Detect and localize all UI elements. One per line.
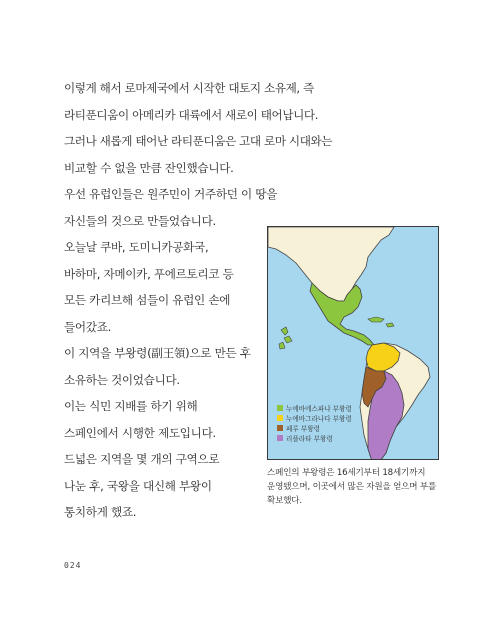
philippines-islands bbox=[279, 327, 292, 349]
caption-line: 스페인의 부왕령은 16세기부터 18세기까지 bbox=[267, 468, 426, 478]
body-line: 소유하는 것이었습니다. bbox=[64, 372, 180, 387]
body-line: 통치하게 했죠. bbox=[64, 505, 137, 519]
legend-swatch-yellow bbox=[277, 415, 283, 421]
body-line: 드넓은 지역을 몇 개의 구역으로 bbox=[64, 452, 220, 466]
legend-label: 리플라타 부왕령 bbox=[286, 435, 333, 443]
caribbean-islands bbox=[368, 317, 394, 327]
page-number: 024 bbox=[64, 561, 82, 570]
north-america-land bbox=[268, 227, 394, 301]
body-line: 이는 식민 지배를 하기 위해 bbox=[64, 399, 198, 413]
body-line: 이 지역을 부왕령(副王領)으로 만든 후 bbox=[64, 346, 251, 360]
legend-swatch-green bbox=[277, 405, 283, 411]
legend-label: 페루 부왕령 bbox=[286, 425, 320, 433]
map-caption bbox=[267, 466, 447, 508]
legend-item bbox=[277, 403, 352, 413]
legend-item bbox=[277, 433, 352, 443]
body-line: 오늘날 쿠바, 도미니카공화국, bbox=[64, 240, 209, 254]
body-line: 나눈 후, 국왕을 대신해 부왕이 bbox=[64, 478, 212, 493]
viceroyalty-map bbox=[267, 226, 439, 460]
body-line: 모든 카리브해 섬들이 유럽인 손에 bbox=[64, 293, 231, 307]
legend-item bbox=[277, 423, 352, 433]
body-line: 바하마, 자메이카, 푸에르토리코 등 bbox=[64, 266, 234, 281]
body-line: 자신들의 것으로 만들었습니다. bbox=[64, 213, 216, 228]
caption-line: 확보했다. bbox=[267, 496, 302, 506]
legend-label: 누에바그라나다 부왕령 bbox=[286, 415, 352, 423]
body-line: 이렇게 해서 로마제국에서 시작한 대토지 소유제, 즉 bbox=[64, 81, 314, 95]
body-line: 라티푼디움이 아메리카 대륙에서 새로이 태어납니다. bbox=[64, 107, 319, 122]
body-line: 우선 유럽인들은 원주민이 거주하던 이 땅을 bbox=[64, 187, 278, 201]
body-line: 들어갔죠. bbox=[64, 319, 111, 334]
legend-label: 누에바에스파냐 부왕령 bbox=[286, 405, 352, 413]
body-line: 스페인에서 시행한 제도입니다. bbox=[64, 425, 216, 440]
body-line: 비교할 수 없을 만큼 잔인했습니다. bbox=[64, 160, 234, 175]
body-line: 그러나 새롭게 태어난 라티푼디움은 고대 로마 시대와는 bbox=[64, 134, 333, 148]
legend-swatch-brown bbox=[277, 425, 283, 431]
legend-item bbox=[277, 413, 352, 423]
caption-line: 운영됐으며, 이곳에서 많은 자원을 얻으며 부를 bbox=[267, 482, 437, 492]
legend-swatch-purple bbox=[277, 435, 283, 441]
map-legend bbox=[277, 403, 352, 443]
